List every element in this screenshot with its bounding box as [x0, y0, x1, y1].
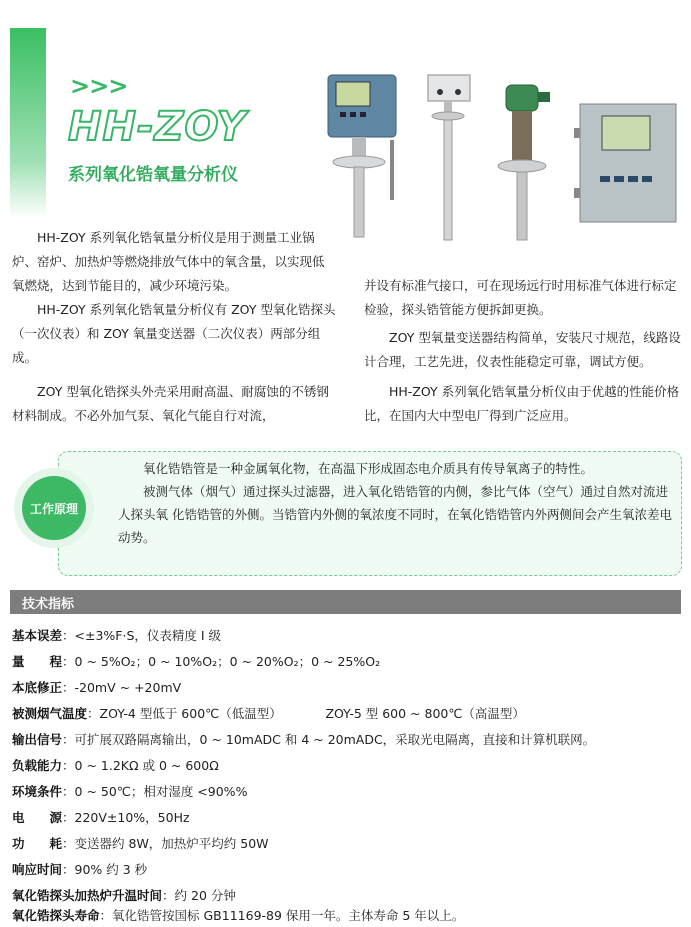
decorative-green-bar — [10, 28, 46, 218]
intro-paragraph-3: ZOY 型氧化锆探头外壳采用耐高温、耐腐蚀的不锈钢材料制成。不必外加气泵、氧化气能自行对流， — [12, 384, 329, 423]
spec-row: 氧化锆探头加热炉升温时间：约 20 分钟 — [12, 888, 236, 903]
page-subtitle: 系列氧化锆氧量分析仪 — [68, 165, 238, 185]
chevron-right-icon: >>> — [70, 72, 128, 100]
intro-paragraph-5: ZOY 型氧量变送器结构简单，安装尺寸规范，线路设计合理，工艺先进，仪表性能稳定可靠，调试方便。 — [364, 330, 681, 369]
spec-row: 负载能力：0 ~ 1.2KΩ 或 0 ~ 600Ω — [12, 758, 219, 773]
spec-row: 环境条件：0 ~ 50℃；相对湿度 <90%% — [12, 784, 248, 799]
spec-row: 被测烟气温度：ZOY-4 型低于 600℃（低温型） ZOY-5 型 600 ~ 800℃（高温型） — [12, 706, 525, 721]
spec-row: 本底修正：-20mV ~ +20mV — [12, 680, 182, 695]
product-terminal-probe-image — [420, 70, 480, 250]
spec-row: 功 耗：变送器约 8W，加热炉平均约 50W — [12, 836, 269, 851]
spec-row: 响应时间：90% 约 3 秒 — [12, 862, 148, 877]
spec-row: 电 源：220V±10%，50Hz — [12, 810, 190, 825]
principle-text — [118, 457, 673, 549]
intro-paragraph-1: HH-ZOY 系列氧化锆氧量分析仪是用于测量工业锅炉、窑炉、加热炉等燃烧排放气体中的氧含量，以实现低氧燃烧，达到节能目的，减少环境污染。 — [12, 230, 325, 293]
spec-row: 基本误差：<±3%F·S，仪表精度 I 级 — [12, 628, 222, 643]
spec-row: 输出信号：可扩展双路隔离输出，0 ~ 10mADC 和 4 ~ 20mADC，采取光电隔离，直接和计算机联网。 — [12, 732, 596, 747]
principle-line-1: 氧化锆锆管是一种金属氧化物，在高温下形成固态电介质具有传导氧离子的特性。 — [143, 461, 594, 476]
product-flange-probe-image — [492, 80, 562, 245]
intro-paragraph-6: HH-ZOY 系列氧化锆氧量分析仪由于优越的性能价格比，在国内大中型电厂得到广泛应用。 — [364, 384, 680, 423]
product-probe-with-display-image — [318, 70, 408, 245]
principle-badge: 工作原理 — [22, 476, 86, 540]
spec-row: 氧化锆探头寿命：氧化锆管按国标 GB11169-89 保用一年。主体寿命 5 年以上。 — [12, 908, 465, 923]
spec-row: 量 程：0 ~ 5%O₂；0 ~ 10%O₂；0 ~ 20%O₂；0 ~ 25%O₂ — [12, 654, 381, 669]
intro-paragraph-2: HH-ZOY 系列氧化锆氧量分析仪有 ZOY 型氧化锆探头（一次仪表）和 ZOY 氧量变送器（二次仪表）两部分组成。 — [12, 302, 336, 365]
intro-paragraph-4: 并设有标准气接口，可在现场远行时用标准气体进行标定检验，探头锆管能方便拆卸更换。 — [364, 278, 677, 317]
specs-title: 技术指标 — [22, 597, 75, 612]
principle-line-2: 被测气体（烟气）通过探头过滤器，进入氧化锆锆管的内侧，参比气体（空气）通过自然对流进人探头氧 化锆锆管的外侧。当锆管内外侧的氧浓度不同时，在氧化锆锆管内外两侧间会产生氧浓差电动势。 — [118, 484, 672, 545]
brand-title: HH-ZOY — [68, 104, 247, 150]
product-transmitter-cabinet-image — [574, 98, 684, 228]
specs-header-bar — [10, 590, 681, 614]
